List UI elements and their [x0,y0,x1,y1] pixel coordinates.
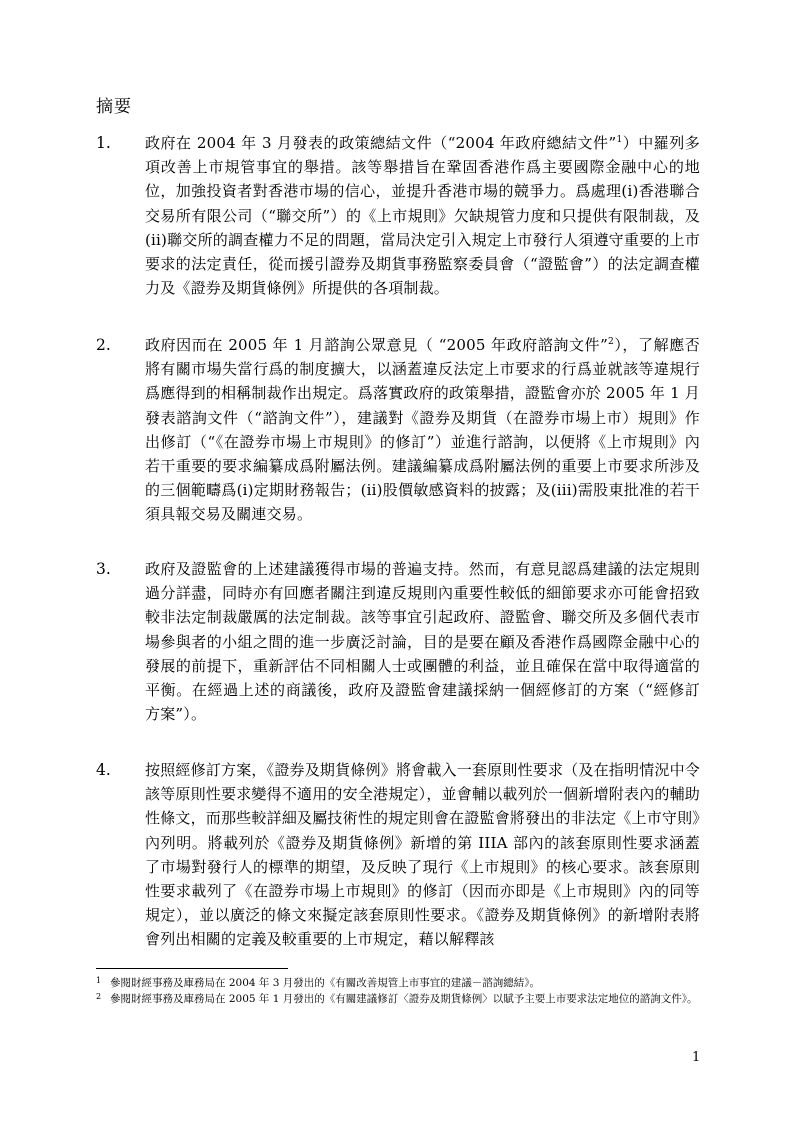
paragraph-number: 4. [96,761,111,779]
footnote-number: 2 [96,992,102,1001]
paragraph-text: 政府及證監會的上述建議獲得市場的普遍支持。然而，有意見認爲建議的法定規則過分詳盡，同時亦有回應者關注到違反規則內重要性較低的細節要求亦可能會招致較非法定制裁嚴厲的法定制裁。該等事宜引起政府、證監會、聯交所及多個代表市場參與者的小組之間的進一步廣泛討論，目的是要在顧及香港作爲國際金融中心的發展的前提下，重新評估不同相關人士或團體的利益，並且確保在當中取得適當的平衡。在經過上述的商議後，政府及證監會建議採納一個經修訂的方案（“經修訂方案”）。 [145,560,700,724]
footnote-2 [96,991,706,1007]
paragraph-2 [96,333,700,527]
footnote-number: 1 [96,976,102,985]
paragraph-number: 1. [96,134,111,152]
paragraph-4 [96,758,700,952]
paragraph-number: 2. [96,336,111,354]
page-number: 1 [692,1050,701,1065]
footnote-divider [96,968,288,969]
paragraph-1 [96,131,700,300]
footnote-text: 參閱財經事務及庫務局在 2004 年 3 月發出的《有關改善規管上市事宜的建議－諮詢總結》。 [110,977,541,989]
paragraph-text: 政府在 2004 年 3 月發表的政策總結文件（“2004 年政府總結文件”$^1$）中羅列多項改善上市規管事宜的舉措。該等舉措旨在鞏固香港作爲主要國際金融中心的地位，加強投資者對香港市場的信心，並提升香港市場的競爭力。爲處理(i)香港聯合交易所有限公司（“聯交所”）的《上市規則》欠缺規管力度和只提供有限制裁，及(ii)聯交所的調查權力不足的問題，當局決定引入規定上市發行人須遵守重要的上市要求的法定責任，從而援引證券及期貨事務監察委員會（“證監會”）的法定調查權力及《證券及期貨條例》所提供的各項制裁。 [145,134,700,298]
paragraph-text: 按照經修訂方案，《證券及期貨條例》將會載入一套原則性要求（及在指明情況中令該等原則性要求變得不適用的安全港規定），並會輔以載列於一個新增附表內的輔助性條文，而那些較詳細及屬技術性的規定則會在證監會將發出的非法定《上市守則》內列明。將載列於《證券及期貨條例》新增的第 IIIA 部內的該套原則性要求涵蓋了市場對發行人的標準的期望，及反映了現行《上市規則》的核心要求。該套原則性要求載列了《在證券市場上市規則》的修訂（因而亦即是《上市規則》內的同等規定），並以廣泛的條文來擬定該套原則性要求。《證券及期貨條例》的新增附表將會列出相關的定義及較重要的上市規定，藉以解釋該 [145,761,700,949]
paragraph-text: 政府因而在 2005 年 1 月諮詢公眾意見（ “2005 年政府諮詢文件”$^2$），了解應否將有關市場失當行爲的制度擴大，以涵蓋違反法定上市要求的行爲並就該等違規行爲應得到的相稱制裁作出規定。爲落實政府的政策舉措，證監會亦於 2005 年 1 月發表諮詢文件（“諮詢文件”），建議對《證券及期貨（在證券市場上市）規則》作出修訂（“《在證券市場上市規則》的修訂”）並進行諮詢，以便將《上市規則》內若干重要的要求編纂成爲附屬法例。建議編纂成爲附屬法例的重要上市要求所涉及的三個範疇爲(i)定期財務報告；(ii)股價敏感資料的披露；及(iii)需股東批准的若干須具報交易及關連交易。 [145,336,700,524]
paragraph-number: 3. [96,560,111,578]
footnote-text: 參閱財經事務及庫務局在 2005 年 1 月發出的《有關建議修訂〈證券及期貨條例〉以賦予主要上市要求法定地位的諮詢文件》。 [110,993,698,1005]
footnote-ref-2[interactable]: 2 [608,337,614,347]
paragraph-3 [96,557,700,726]
footnote-ref-1[interactable]: 1 [616,135,623,145]
footnotes [96,975,706,1007]
page-title: 摘要 [96,97,132,117]
footnote-1 [96,975,706,991]
